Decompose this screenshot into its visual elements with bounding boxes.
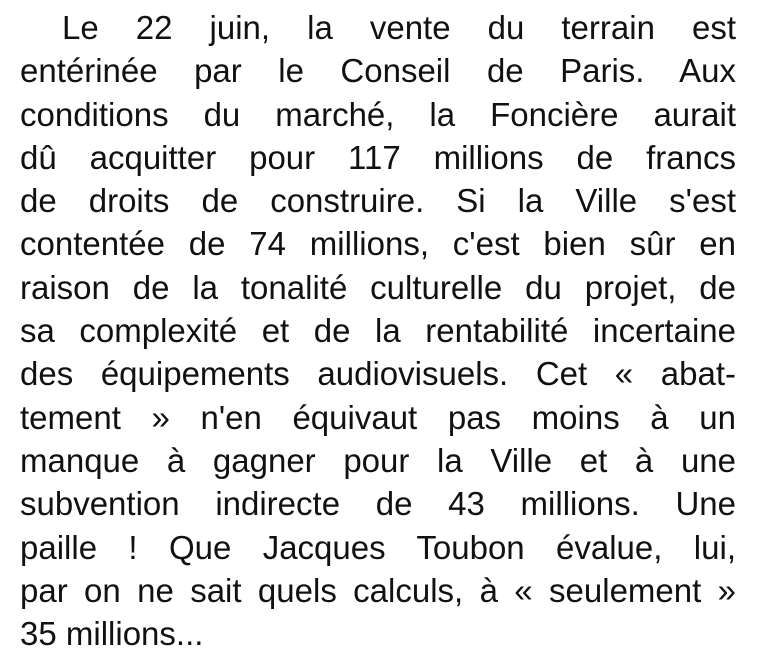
paragraph-line-5: de droits de construire. Si la Ville s'est bbox=[20, 182, 736, 220]
paragraph-line-12: subvention indirecte de 43 millions. Une bbox=[20, 485, 736, 523]
paragraph-line-14: par on ne sait quels calculs, à « seulement » bbox=[20, 571, 736, 609]
paragraph-line-8: sa complexité et de la rentabilité incertaine bbox=[20, 312, 736, 350]
paragraph-line-6: contentée de 74 millions, c'est bien sûr en bbox=[20, 225, 736, 263]
paragraph-line-4: dû acquitter pour 117 millions de francs bbox=[20, 138, 736, 176]
paragraph-line-2: entérinée par le Conseil de Paris. Aux bbox=[20, 52, 736, 90]
paragraph-line-13: paille ! Que Jacques Toubon évalue, lui, bbox=[20, 528, 736, 566]
paragraph-line-7: raison de la tonalité culturelle du projet, de bbox=[20, 268, 736, 306]
paragraph-line-1: Le 22 juin, la vente du terrain est bbox=[62, 9, 736, 46]
paragraph-line-10: tement » n'en équivaut pas moins à un bbox=[20, 398, 736, 436]
paragraph-line-15: 35 millions... bbox=[20, 615, 204, 653]
article-paragraph bbox=[20, 6, 736, 655]
paragraph-line-3: conditions du marché, la Foncière aurait bbox=[20, 95, 736, 133]
paragraph-line-11: manque à gagner pour la Ville et à une bbox=[20, 441, 736, 479]
paragraph-line-9: des équipements audiovisuels. Cet « abat- bbox=[20, 355, 736, 393]
